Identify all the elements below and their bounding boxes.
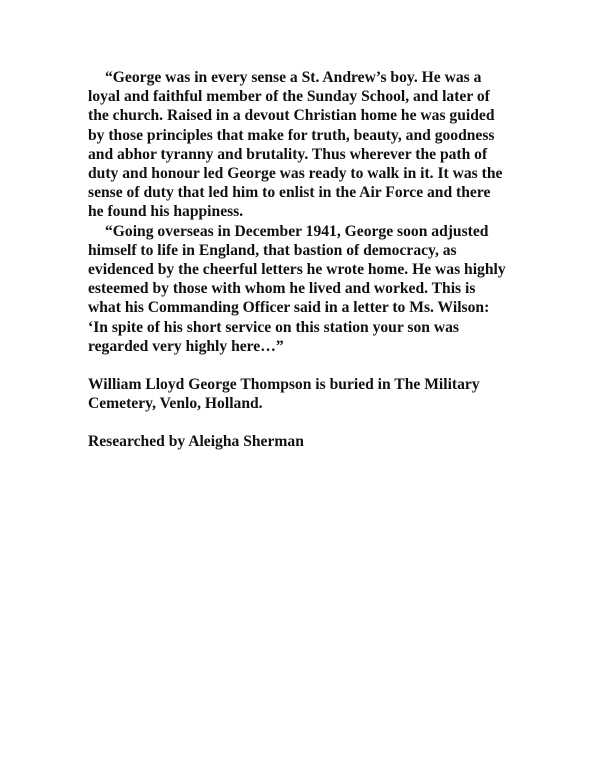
text-line: the church. Raised in a devout Christian home he was guided <box>88 107 495 125</box>
text-line: evidenced by the cheerful letters he wrote home. He was highly <box>88 261 506 279</box>
research-credit <box>88 432 528 451</box>
text-line: “Going overseas in December 1941, George soon adjusted <box>105 222 489 240</box>
burial-statement <box>88 375 528 413</box>
text-line: he found his happiness. <box>88 203 244 221</box>
text-line: Cemetery, Venlo, Holland. <box>88 395 263 413</box>
text-line: duty and honour led George was ready to walk in it. It was the <box>88 165 503 183</box>
text-line: himself to life in England, that bastion of democracy, as <box>88 241 457 259</box>
text-line: and abhor tyranny and brutality. Thus wherever the path of <box>88 145 488 163</box>
tribute-paragraph-1 <box>88 68 528 222</box>
text-line: regarded very highly here…” <box>88 337 284 355</box>
text-line: “George was in every sense a St. Andrew’s boy. He was a <box>105 69 482 86</box>
tribute-paragraph-2 <box>88 222 528 356</box>
credit-line: Researched by Aleigha Sherman <box>88 433 304 451</box>
text-line: loyal and faithful member of the Sunday School, and later of <box>88 88 490 106</box>
text-line: ‘In spite of his short service on this station your son was <box>88 318 459 336</box>
text-line: what his Commanding Officer said in a letter to Ms. Wilson: <box>88 299 490 317</box>
text-line: esteemed by those with whom he lived and worked. This is <box>88 280 476 298</box>
text-line: sense of duty that led him to enlist in the Air Force and there <box>88 184 491 202</box>
text-line: William Lloyd George Thompson is buried in The Military <box>88 376 480 394</box>
document-page <box>88 68 528 452</box>
text-line: by those principles that make for truth, beauty, and goodness <box>88 126 495 144</box>
